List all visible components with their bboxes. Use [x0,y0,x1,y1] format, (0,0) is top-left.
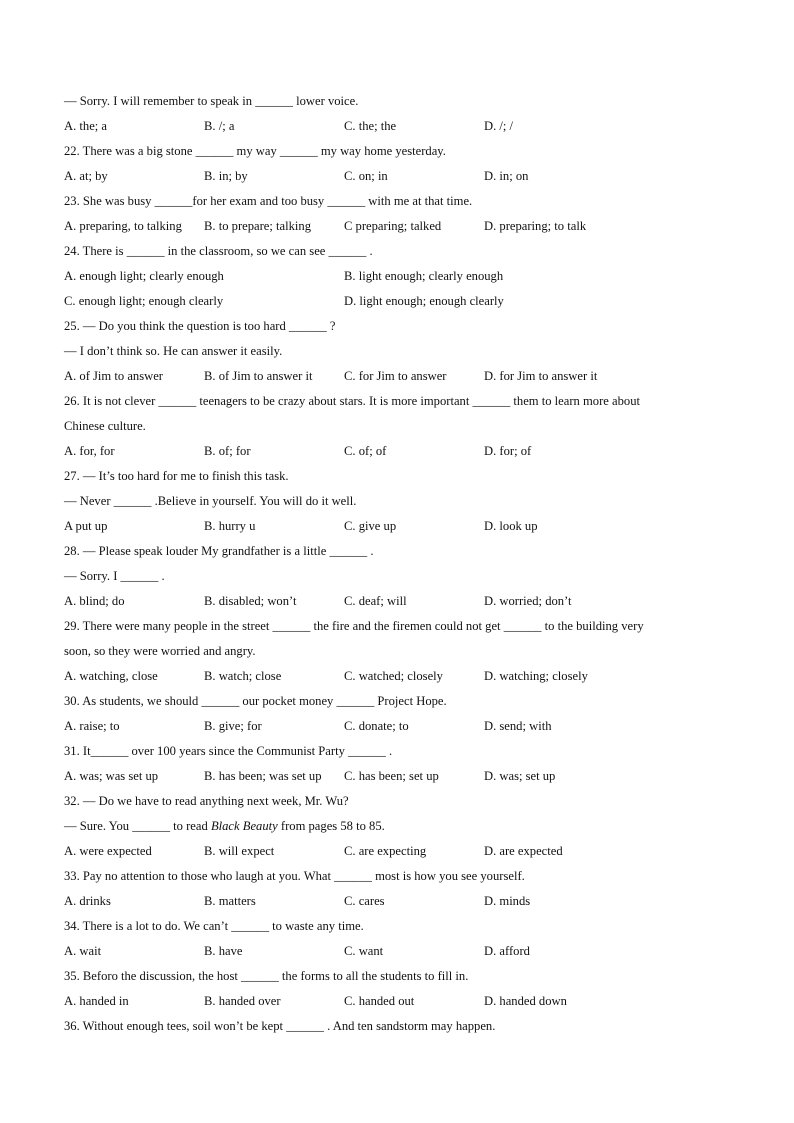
answer-options [64,114,724,139]
answer-option: D. look up [484,519,538,533]
answer-option: A. were expected [64,844,152,858]
answer-option: A. for, for [64,444,115,458]
question-line [64,189,724,214]
question-line [64,464,724,489]
answer-option: D. for; of [484,444,532,458]
question-line [64,539,724,564]
answer-option: D. handed down [484,994,567,1008]
answer-option: B. will expect [204,844,275,858]
answer-option: C. for Jim to answer [344,369,447,383]
answer-option: D. preparing; to talk [484,219,587,233]
answer-option: B. matters [204,894,256,908]
question-line [64,239,724,264]
answer-option: B. handed over [204,994,281,1008]
question-text: Chinese culture. [64,419,146,433]
dialog-text: — Never ______ .Believe in yourself. You will do it well. [64,494,357,508]
question-text: 28. — Please speak louder My grandfather is a little ______ . [64,544,374,558]
answer-options [64,439,724,464]
answer-option: C preparing; talked [344,219,442,233]
question-text: soon, so they were worried and angry. [64,644,256,658]
dialog-text: — Sure. You ______ to read [64,819,211,833]
answer-option: D. for Jim to answer it [484,369,598,383]
answer-options [64,714,724,739]
answer-option: C. want [344,944,384,958]
question-text: 33. Pay no attention to those who laugh at you. What ______ most is how you see yourself. [64,869,525,883]
question-text: 32. — Do we have to read anything next week, Mr. Wu? [64,794,349,808]
answer-options [64,589,724,614]
question-text: 36. Without enough tees, soil won’t be kept ______ . And ten sandstorm may happen. [64,1019,496,1033]
question-text: 25. — Do you think the question is too hard ______ ? [64,319,336,333]
question-line [64,139,724,164]
answer-option: C. has been; set up [344,769,439,783]
answer-option: B. hurry u [204,519,256,533]
question-line [64,789,724,814]
question-line [64,414,724,439]
answer-option: D. worried; don’t [484,594,572,608]
question-text: 27. — It’s too hard for me to finish this task. [64,469,289,483]
answer-option: A. at; by [64,169,108,183]
answer-option: D. light enough; enough clearly [344,294,504,308]
dialog-line [64,89,724,114]
book-title: Black Beauty [210,819,278,833]
dialog-line [64,489,724,514]
question-line [64,739,724,764]
answer-option: A. the; a [64,119,108,133]
dialog-text: — I don’t think so. He can answer it easily. [64,344,283,358]
answer-option: D. minds [484,894,531,908]
answer-option: D. /; / [484,119,514,133]
answer-options [64,839,724,864]
answer-option: A. blind; do [64,594,125,608]
answer-options [64,989,724,1014]
answer-option: A. preparing, to talking [64,219,182,233]
answer-option: A. watching, close [64,669,158,683]
answer-option: C. give up [344,519,397,533]
answer-option: D. was; set up [484,769,556,783]
answer-option: B. in; by [204,169,248,183]
dialog-text: from pages 58 to 85. [277,819,385,833]
answer-option: D. are expected [484,844,563,858]
answer-option: A. raise; to [64,719,120,733]
dialog-text: — Sorry. I ______ . [64,569,165,583]
answer-option: B. give; for [204,719,262,733]
answer-option: B. disabled; won’t [204,594,297,608]
question-line [64,639,724,664]
question-line [64,964,724,989]
dialog-text: — Sorry. I will remember to speak in ______ lower voice. [64,94,359,108]
answer-option: A. handed in [64,994,129,1008]
question-line [64,1014,724,1039]
question-text: 35. Beforo the discussion, the host ______ the forms to all the students to fill in. [64,969,469,983]
answer-options [64,364,724,389]
question-line [64,914,724,939]
answer-options [64,164,724,189]
answer-option: C. of; of [344,444,387,458]
dialog-line [64,339,724,364]
question-line [64,314,724,339]
answer-options [64,289,724,314]
answer-options [64,764,724,789]
question-text: 34. There is a lot to do. We can’t ______ to waste any time. [64,919,364,933]
question-line [64,389,724,414]
answer-option: C. enough light; enough clearly [64,294,224,308]
answer-options [64,514,724,539]
question-line [64,689,724,714]
answer-options [64,264,724,289]
answer-option: A. was; was set up [64,769,159,783]
answer-options [64,889,724,914]
answer-option: B. have [204,944,243,958]
dialog-line [64,564,724,589]
question-text: 29. There were many people in the street ______ the fire and the firemen could not get ______ to the building very [64,619,644,633]
answer-option: D. in; on [484,169,529,183]
question-text: 24. There is ______ in the classroom, so we can see ______ . [64,244,373,258]
answer-option: A put up [64,519,108,533]
answer-option: D. send; with [484,719,552,733]
answer-option: D. afford [484,944,530,958]
answer-option: A. drinks [64,894,111,908]
answer-option: C. on; in [344,169,388,183]
answer-option: B. has been; was set up [204,769,322,783]
answer-option: A. enough light; clearly enough [64,269,224,283]
question-text: 30. As students, we should ______ our pocket money ______ Project Hope. [64,694,447,708]
question-text: 23. She was busy ______for her exam and too busy ______ with me at that time. [64,194,473,208]
answer-option: C. watched; closely [344,669,443,683]
answer-option: C. the; the [344,119,397,133]
answer-option: A. wait [64,944,102,958]
dialog-line [64,814,724,839]
answer-option: C. donate; to [344,719,409,733]
answer-options [64,664,724,689]
question-line [64,614,724,639]
worksheet-page [64,89,724,1039]
answer-option: B. of Jim to answer it [204,369,313,383]
answer-option: C. cares [344,894,385,908]
answer-option: C. are expecting [344,844,427,858]
answer-option: B. light enough; clearly enough [344,269,504,283]
answer-option: B. /; a [204,119,235,133]
answer-options [64,939,724,964]
question-text: 31. It______ over 100 years since the Communist Party ______ . [64,744,393,758]
question-text: 22. There was a big stone ______ my way ______ my way home yesterday. [64,144,446,158]
answer-option: B. to prepare; talking [204,219,312,233]
answer-option: D. watching; closely [484,669,588,683]
answer-option: C. handed out [344,994,415,1008]
question-text: 26. It is not clever ______ teenagers to be crazy about stars. It is more important ______ them to learn more about [64,394,641,408]
answer-option: B. watch; close [204,669,282,683]
question-line [64,864,724,889]
answer-options [64,214,724,239]
answer-option: A. of Jim to answer [64,369,163,383]
answer-option: C. deaf; will [344,594,407,608]
answer-option: B. of; for [204,444,251,458]
